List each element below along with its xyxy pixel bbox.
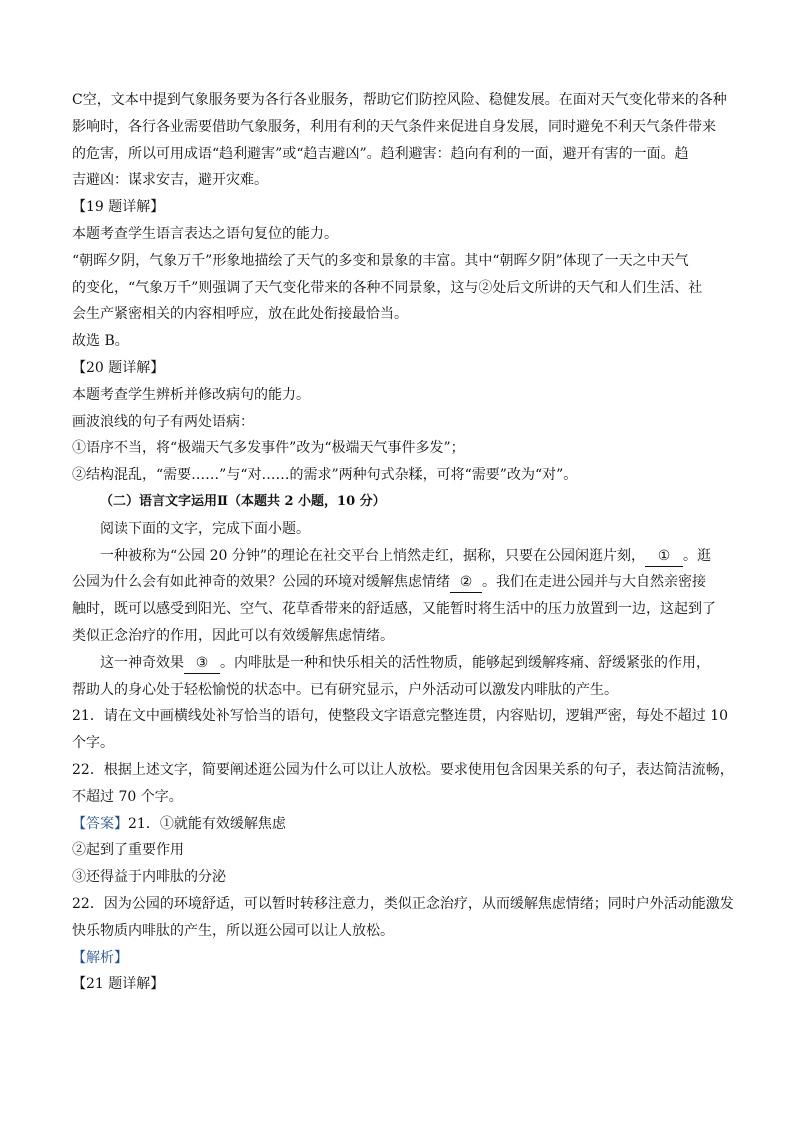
blank-1: ①: [645, 546, 683, 567]
q19-heading: 【19 题详解】: [72, 199, 165, 216]
q21-heading: 【21 题详解】: [72, 976, 165, 993]
passage-text: 。我们在走进公园并与大自然亲密接: [482, 574, 706, 591]
text-line: ②结构混乱，“需要……”与“对……的需求”两种句式杂糅，可将“需要”改为“对”。: [72, 467, 578, 484]
passage-line: [72, 572, 722, 592]
question-line: 不超过 70 个字。: [72, 788, 183, 805]
passage-text: 。内啡肽是一种和快乐相关的活性物质，能够起到缓解疼痛、舒缓紧张的作用，: [220, 654, 710, 671]
answer-line: 22．因为公园的环境舒适，可以暂时转移注意力，类似正念治疗，从而缓解焦虑情绪；同时户外活动能激发: [72, 895, 734, 912]
text-line: 会生产紧密相关的内容相呼应，放在此处衔接最恰当。: [72, 306, 408, 323]
text-line: 本题考查学生语言表达之语句复位的能力。: [72, 225, 338, 242]
passage-line: 触时，既可以感受到阳光、空气、花草香带来的舒适感，又能暂时将生活中的压力放置到一边，这起到了: [72, 601, 716, 618]
blank-3: ③: [184, 653, 220, 674]
answer-line: ③还得益于内啡肽的分泌: [72, 869, 226, 886]
passage-text: 一种被称为“公园 20 分钟”的理论在社交平台上悄然走红，据称，只要在公园闲逛片刻，: [100, 547, 646, 564]
answer-text: 21．①就能有效缓解焦虑: [128, 815, 286, 832]
question-line: 22．根据上述文字，简要阐述逛公园为什么可以让人放松。要求使用包含因果关系的句子，表达简洁流畅，: [72, 761, 734, 778]
passage-text: 。逛: [683, 547, 712, 564]
passage-line: [72, 546, 722, 566]
answer-line: ②起到了重要作用: [72, 842, 184, 859]
section-heading: （二）语言文字运用Ⅱ（本题共 2 小题，10 分）: [100, 493, 386, 509]
instruction: 阅读下面的文字，完成下面小题。: [100, 520, 310, 537]
answer-label: 【答案】: [72, 815, 128, 832]
text-line: 的变化，“气象万千”则强调了天气变化带来的各种不同景象，这与②处后文所讲的天气和人们生活、社: [72, 279, 703, 296]
question-line: 个字。: [72, 735, 114, 752]
blank-2: ②: [450, 572, 482, 593]
text-line: 吉避凶：谋求安吉，避开灾难。: [72, 172, 268, 189]
text-line: 的危害，所以可用成语“趋利避害”或“趋吉避凶”。趋利避害：趋向有利的一面，避开有害的一面。趋: [72, 145, 689, 162]
q20-heading: 【20 题详解】: [72, 359, 165, 376]
passage-text: 这一神奇效果: [100, 654, 184, 671]
text-line: 影响时，各行各业需要借助气象服务，利用有利的天气条件来促进自身发展，同时避免不利天气条件带来: [72, 118, 716, 135]
text-line: ①语序不当，将“极端天气多发事件”改为“极端天气事件多发”；: [72, 440, 465, 457]
answer-line: [72, 814, 722, 834]
text-line: 本题考查学生辨析并修改病句的能力。: [72, 386, 310, 403]
passage-line: [72, 653, 722, 673]
document-page: [72, 90, 734, 1001]
passage-text: 公园为什么会有如此神奇的效果？公园的环境对缓解焦虑情绪: [72, 574, 450, 591]
passage-line: 帮助人的身心处于轻松愉悦的状态中。已有研究显示，户外活动可以激发内啡肽的产生。: [72, 681, 618, 698]
analysis-label: 【解析】: [72, 949, 128, 966]
passage-line: 类似正念治疗的作用，因此可以有效缓解焦虑情绪。: [72, 627, 394, 644]
answer-line: 快乐物质内啡肽的产生，所以逛公园可以让人放松。: [72, 922, 394, 939]
text-line: C空，文本中提到气象服务要为各行各业服务，帮助它们防控风险、稳健发展。在面对天气变化带来的各种: [72, 92, 727, 108]
question-line: 21．请在文中画横线处补写恰当的语句，使整段文字语意完整连贯，内容贴切，逻辑严密，每处不超过 10: [72, 708, 729, 725]
text-line: 故选 B。: [72, 333, 129, 350]
text-line: “朝晖夕阴，气象万千”形象地描绘了天气的多变和景象的丰富。其中“朝晖夕阴”体现了一天之中天气: [72, 252, 689, 269]
text-line: 画波浪线的句子有两处语病：: [72, 413, 254, 430]
